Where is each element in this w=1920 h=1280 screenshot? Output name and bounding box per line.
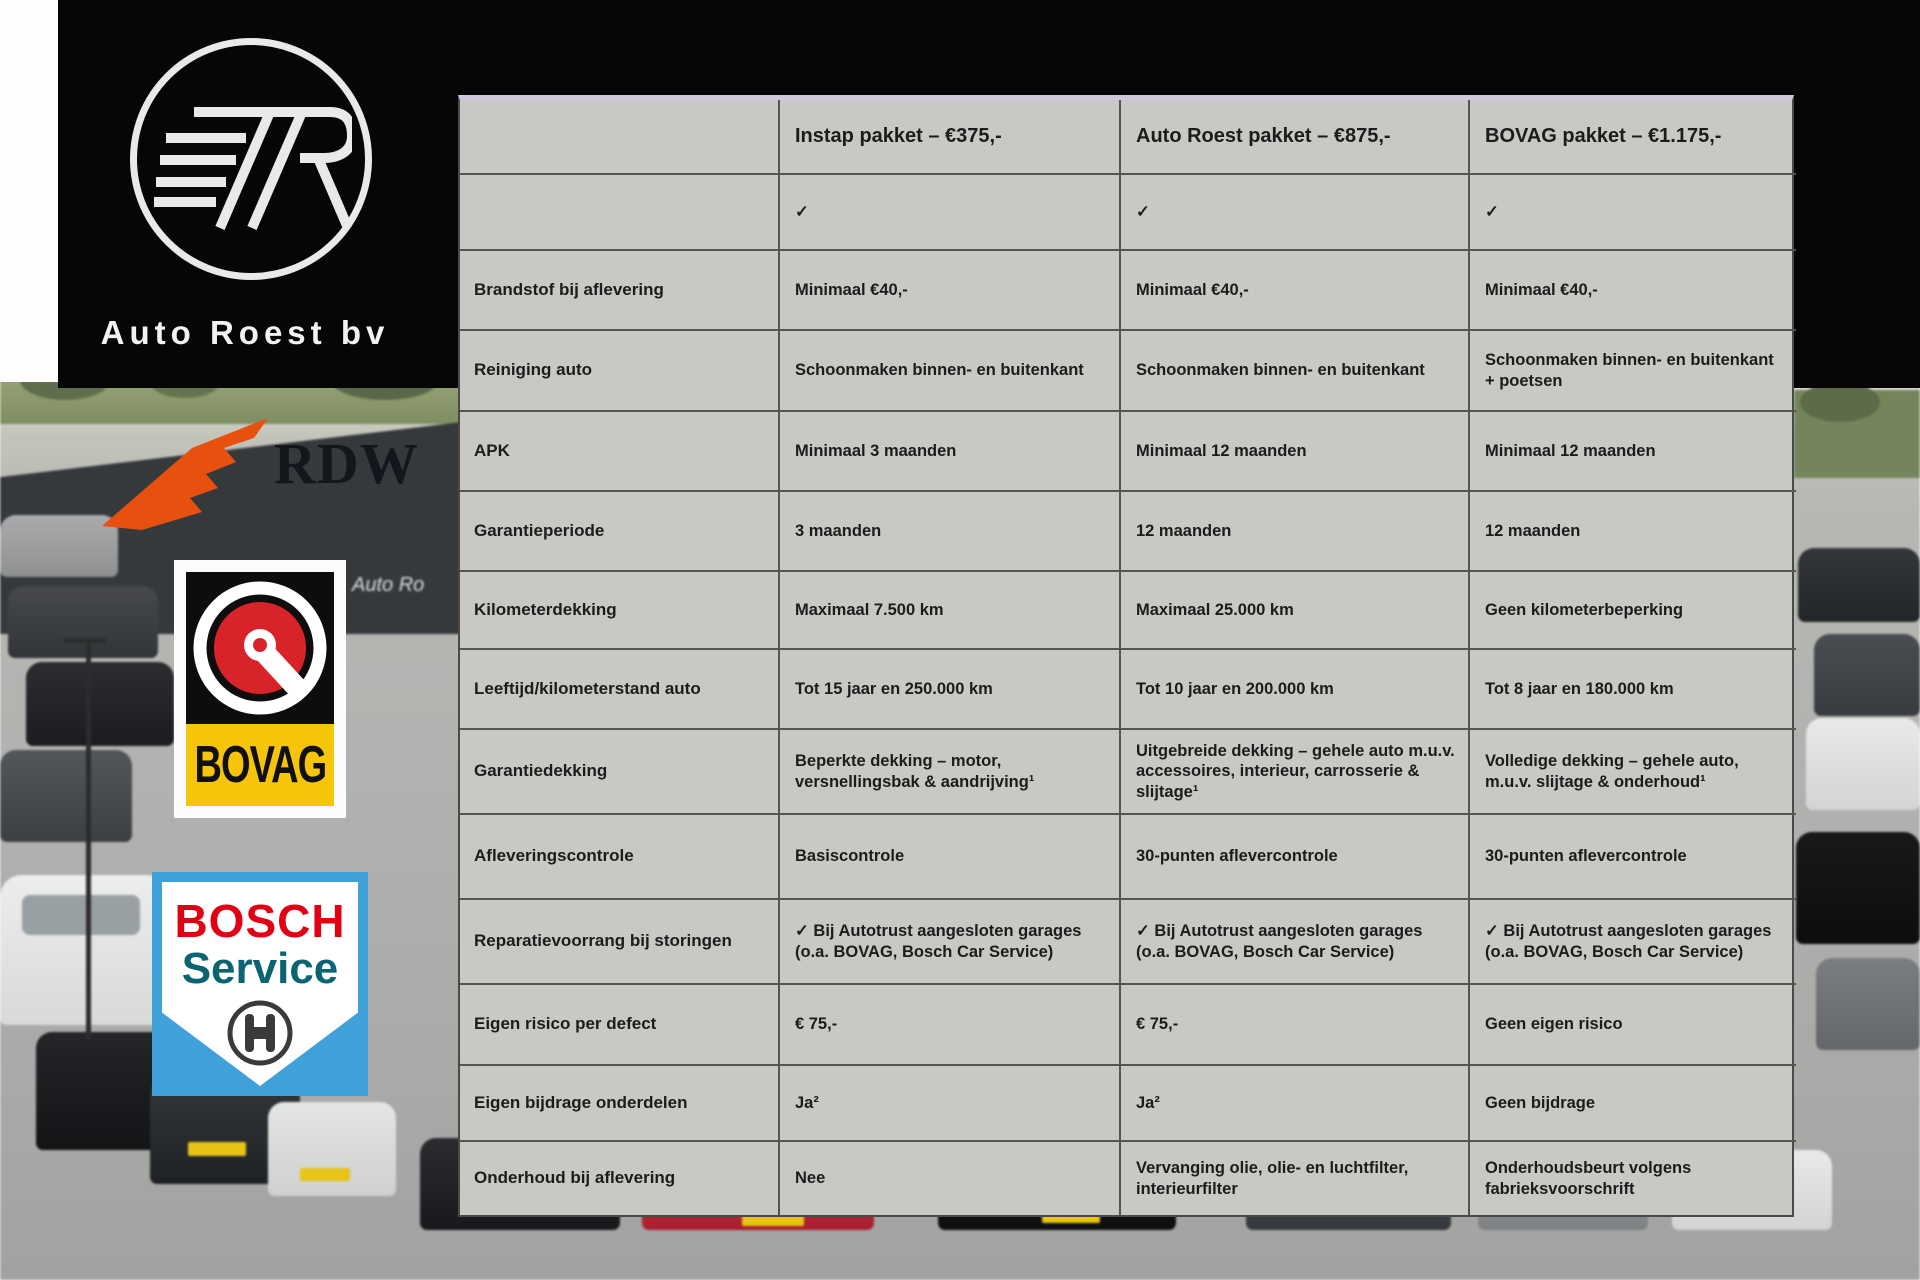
- cell: 12 maanden: [1121, 492, 1470, 572]
- cell: Beperkte dekking – motor, versnellingsbak & aandrijving¹: [780, 730, 1121, 815]
- rdw-logo: [96, 408, 419, 528]
- car-shape: [8, 586, 158, 658]
- row-label: [460, 175, 780, 251]
- cell: 12 maanden: [1470, 492, 1796, 572]
- row-label: Garantieperiode: [460, 492, 780, 572]
- bosch-service-wordmark: Service: [181, 944, 339, 993]
- header-empty: [460, 100, 780, 175]
- rdw-wing-icon: [96, 414, 276, 534]
- check-cell: ✓: [1470, 175, 1796, 251]
- car-shape: [0, 750, 132, 842]
- cell: ✓ Bij Autotrust aangesloten garages (o.a. BOVAG, Bosch Car Service): [1470, 900, 1796, 985]
- cell: Tot 8 jaar en 180.000 km: [1470, 650, 1796, 730]
- cell: Schoonmaken binnen- en buitenkant: [780, 331, 1121, 412]
- car-shape: [1798, 548, 1920, 622]
- lamp-post-arm: [64, 638, 106, 643]
- auto-roest-7r-icon: [142, 60, 352, 250]
- cell: Minimaal 12 maanden: [1470, 412, 1796, 492]
- tree: [1800, 382, 1880, 422]
- header-auto-roest-pakket: Auto Roest pakket – €875,-: [1121, 100, 1470, 175]
- row-label: Garantiedekking: [460, 730, 780, 815]
- car-shape: [1816, 958, 1920, 1050]
- cell: Minimaal €40,-: [780, 251, 1121, 331]
- package-comparison-table: [458, 95, 1794, 1217]
- cell: Ja²: [1121, 1066, 1470, 1142]
- license-plate: [188, 1142, 246, 1156]
- cell: 30-punten aflevercontrole: [1121, 815, 1470, 900]
- cell: Uitgebreide dekking – gehele auto m.u.v. accessoires, interieur, carrosserie & slijtage¹: [1121, 730, 1470, 815]
- row-label: Afleveringscontrole: [460, 815, 780, 900]
- bovag-yellow-band: [186, 724, 334, 806]
- cell: Schoonmaken binnen- en buitenkant + poetsen: [1470, 331, 1796, 412]
- cell: Minimaal €40,-: [1121, 251, 1470, 331]
- cell: Minimaal 12 maanden: [1121, 412, 1470, 492]
- cell: 30-punten aflevercontrole: [1470, 815, 1796, 900]
- cell: 3 maanden: [780, 492, 1121, 572]
- cell: Nee: [780, 1142, 1121, 1215]
- cell: Volledige dekking – gehele auto, m.u.v. slijtage & onderhoud¹: [1470, 730, 1796, 815]
- cell: Maximaal 25.000 km: [1121, 572, 1470, 650]
- cell: € 75,-: [1121, 985, 1470, 1066]
- cell: Tot 10 jaar en 200.000 km: [1121, 650, 1470, 730]
- van-windshield: [22, 895, 140, 935]
- cell: Maximaal 7.500 km: [780, 572, 1121, 650]
- check-cell: ✓: [780, 175, 1121, 251]
- row-label: APK: [460, 412, 780, 492]
- lamp-post: [86, 640, 91, 1040]
- bovag-wordmark: BOVAG: [194, 735, 326, 793]
- cell: Tot 15 jaar en 250.000 km: [780, 650, 1121, 730]
- cell: Minimaal €40,-: [1470, 251, 1796, 331]
- left-white-margin: [0, 0, 58, 382]
- row-label: Eigen bijdrage onderdelen: [460, 1066, 780, 1142]
- bosch-service-logo: [152, 872, 368, 1096]
- check-cell: ✓: [1121, 175, 1470, 251]
- cell: Geen kilometerbeperking: [1470, 572, 1796, 650]
- bovag-emblem-icon: [186, 572, 334, 724]
- license-plate: [300, 1168, 350, 1181]
- auto-roest-logo: [58, 0, 432, 382]
- row-label: Reiniging auto: [460, 331, 780, 412]
- row-label: Reparatievoorrang bij storingen: [460, 900, 780, 985]
- cell: Schoonmaken binnen- en buitenkant: [1121, 331, 1470, 412]
- cell: Geen bijdrage: [1470, 1066, 1796, 1142]
- car-shape: [1806, 718, 1920, 810]
- cell: Minimaal 3 maanden: [780, 412, 1121, 492]
- car-shape: [1814, 634, 1920, 716]
- row-label: Kilometerdekking: [460, 572, 780, 650]
- cell: ✓ Bij Autotrust aangesloten garages (o.a. BOVAG, Bosch Car Service): [1121, 900, 1470, 985]
- car-shape: [1796, 832, 1920, 944]
- cell: Vervanging olie, olie- en luchtfilter, interieurfilter: [1121, 1142, 1470, 1215]
- cell: Basiscontrole: [780, 815, 1121, 900]
- cell: Geen eigen risico: [1470, 985, 1796, 1066]
- bosch-wordmark: BOSCH: [174, 895, 346, 947]
- auto-roest-wordmark: Auto Roest bv: [100, 314, 390, 351]
- row-label: Eigen risico per defect: [460, 985, 780, 1066]
- cell: € 75,-: [780, 985, 1121, 1066]
- header-instap-pakket: Instap pakket – €375,-: [780, 100, 1121, 175]
- cell: Onderhoudsbeurt volgens fabrieksvoorschrift: [1485, 1159, 1692, 1198]
- cell: ✓ Bij Autotrust aangesloten garages (o.a. BOVAG, Bosch Car Service): [780, 900, 1121, 985]
- row-label: Onderhoud bij aflevering: [460, 1142, 780, 1215]
- header-bovag-pakket: BOVAG pakket – €1.175,-: [1470, 100, 1796, 175]
- car-shape: [26, 662, 174, 746]
- rdw-wordmark: RDW: [274, 431, 419, 496]
- bosch-armature-icon: [225, 998, 295, 1068]
- building-sign-text: Auto Ro: [352, 574, 425, 596]
- car-shape: [268, 1102, 396, 1196]
- row-label: Leeftijd/kilometerstand auto: [460, 650, 780, 730]
- row-label: Brandstof bij aflevering: [460, 251, 780, 331]
- bovag-logo: [174, 560, 346, 818]
- cell: Ja²: [780, 1066, 1121, 1142]
